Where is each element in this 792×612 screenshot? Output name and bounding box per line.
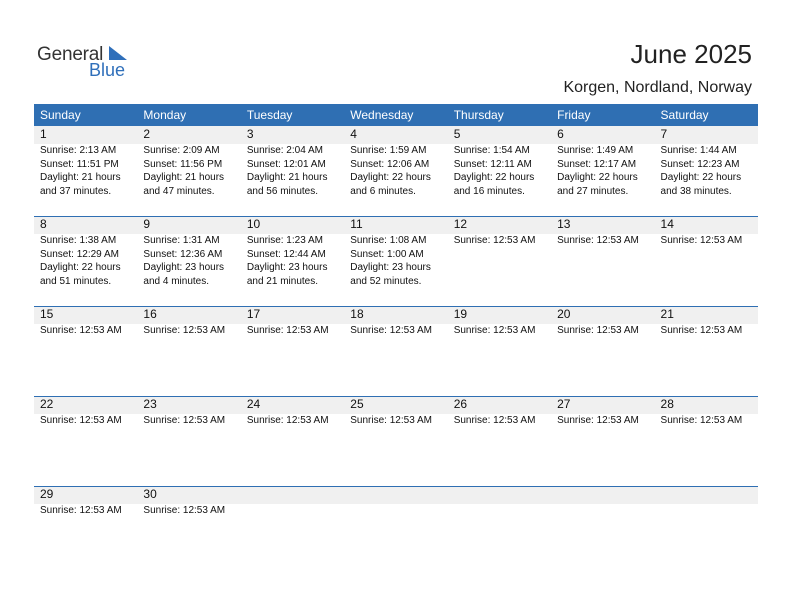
week-cells [34, 306, 758, 338]
day-info-line: Sunset: 12:23 AM [660, 158, 740, 170]
day-info-line: Daylight: 22 hours [40, 262, 121, 273]
calendar-week-row [34, 216, 758, 306]
day-number: 25 [350, 397, 364, 411]
day-info-line: Sunrise: 12:53 AM [40, 325, 122, 336]
day-info-line: Sunrise: 12:53 AM [40, 505, 122, 516]
day-number: 17 [246, 307, 261, 321]
day-info-line: Sunrise: 2:13 AM [40, 145, 117, 156]
day-info-line: Sunset: 12:01 AM [246, 158, 326, 170]
day-cell [655, 306, 758, 338]
day-info-line: Sunrise: 12:53 AM [246, 415, 329, 426]
day-cell [137, 216, 240, 288]
day-number: 13 [557, 217, 571, 231]
day-cell [655, 396, 758, 428]
day-info-line: and 21 minutes. [246, 275, 319, 287]
day-number: 24 [246, 397, 261, 411]
day-info-line: Daylight: 21 hours [143, 172, 225, 183]
day-number: 28 [660, 397, 674, 411]
day-info-line: Sunset: 12:29 AM [40, 248, 119, 260]
day-cell [551, 216, 654, 288]
day-info-line: Sunrise: 12:53 AM [40, 415, 122, 426]
day-cell [551, 306, 654, 338]
calendar-week-row [34, 306, 758, 396]
day-info-line: Sunrise: 12:53 AM [246, 325, 329, 336]
day-cell [655, 126, 758, 198]
day-info-line: Sunrise: 1:59 AM [350, 145, 427, 156]
day-number: 9 [143, 217, 151, 231]
day-cell [448, 396, 551, 428]
day-cell [448, 216, 551, 288]
day-cell [34, 126, 137, 198]
day-info-line: Sunrise: 1:38 AM [40, 235, 117, 246]
day-info-line: Sunrise: 12:53 AM [350, 415, 432, 426]
day-info-line: Sunrise: 1:49 AM [557, 145, 634, 156]
day-number: 2 [143, 127, 151, 141]
day-info-line: and 47 minutes. [143, 185, 215, 197]
day-info-line: Sunrise: 12:53 AM [350, 325, 432, 336]
day-info-line: Daylight: 22 hours [350, 172, 431, 183]
day-info-line: Sunset: 12:11 AM [453, 158, 532, 170]
day-info-line: and 27 minutes. [557, 185, 629, 197]
day-cell [344, 216, 447, 288]
day-info-line: Sunrise: 1:54 AM [453, 145, 530, 156]
day-info-line: Daylight: 23 hours [350, 262, 431, 273]
day-cell [137, 396, 240, 428]
week-cells [34, 126, 758, 198]
location-subtitle: Korgen, Nordland, Norway [563, 79, 752, 96]
day-info-line: Daylight: 23 hours [246, 262, 328, 273]
day-info-line: Sunset: 11:56 PM [143, 158, 223, 170]
day-number: 29 [40, 487, 54, 501]
day-info-line: Daylight: 23 hours [143, 262, 225, 273]
day-cell [34, 306, 137, 338]
weekday-friday: Friday [557, 108, 591, 122]
day-number: 22 [40, 397, 54, 411]
day-number: 26 [453, 397, 468, 411]
weekday-tuesday: Tuesday [246, 108, 293, 122]
day-cell [344, 126, 447, 198]
day-number: 6 [557, 127, 564, 141]
day-info-line: Sunset: 12:36 AM [143, 248, 223, 260]
day-info-line: Sunrise: 12:53 AM [660, 235, 743, 246]
day-number: 1 [40, 127, 47, 141]
day-info-line: Sunrise: 12:53 AM [453, 235, 536, 246]
weekday-thursday: Thursday [453, 108, 504, 122]
day-number: 18 [350, 307, 364, 321]
week-cells [34, 216, 758, 288]
weekday-monday: Monday [143, 108, 187, 122]
day-info-line: Sunrise: 1:44 AM [660, 145, 737, 156]
day-number: 21 [660, 307, 674, 321]
weekday-sunday: Sunday [40, 108, 81, 122]
logo-general-text: General [37, 44, 104, 65]
day-info-line: and 38 minutes. [660, 185, 732, 197]
day-info-line: Sunrise: 1:23 AM [246, 235, 323, 246]
day-info-line: Sunrise: 12:53 AM [660, 415, 743, 426]
day-number: 5 [453, 127, 461, 141]
day-info-line: Sunset: 12:06 AM [350, 158, 430, 170]
day-info-line: and 52 minutes. [350, 275, 422, 287]
day-number: 12 [453, 217, 468, 231]
day-number: 16 [143, 307, 157, 321]
day-info-line: Sunrise: 12:53 AM [453, 325, 536, 336]
weekday-wednesday: Wednesday [350, 108, 414, 122]
day-info-line: Sunrise: 2:09 AM [143, 145, 220, 156]
day-number: 19 [453, 307, 468, 321]
day-cell [344, 306, 447, 338]
day-cell [241, 126, 344, 198]
day-info-line: Sunset: 11:51 PM [40, 158, 119, 170]
day-cell [137, 306, 240, 338]
calendar-week-row [34, 126, 758, 216]
day-cell [137, 486, 240, 518]
page-title: June 2025 [630, 39, 752, 69]
day-info-line: Sunset: 12:17 AM [557, 158, 637, 170]
day-number: 4 [350, 127, 357, 141]
day-info-line: Sunrise: 2:04 AM [246, 145, 323, 156]
day-cell [241, 396, 344, 428]
day-info-line: Sunrise: 12:53 AM [557, 235, 639, 246]
day-number: 30 [143, 487, 157, 501]
day-info-line: and 37 minutes. [40, 185, 112, 197]
day-info-line: and 56 minutes. [246, 185, 319, 197]
day-info-line: Sunset: 12:44 AM [246, 248, 326, 260]
weekday-saturday: Saturday [660, 108, 709, 122]
calendar-week-row [34, 486, 758, 576]
day-number: 14 [660, 217, 674, 231]
day-info-line: and 16 minutes. [453, 185, 525, 197]
day-info-line: Daylight: 21 hours [246, 172, 328, 183]
calendar-week-row [34, 396, 758, 486]
day-info-line: Daylight: 22 hours [660, 172, 742, 183]
day-cell [551, 396, 654, 428]
day-number: 10 [246, 217, 261, 231]
day-info-line: Daylight: 21 hours [40, 172, 121, 183]
day-info-line: Daylight: 22 hours [557, 172, 638, 183]
calendar [34, 104, 758, 576]
day-info-line: Sunrise: 12:53 AM [557, 415, 639, 426]
day-cell [137, 126, 240, 198]
day-number: 23 [143, 397, 157, 411]
logo [37, 44, 137, 84]
day-info-line: Sunrise: 1:31 AM [143, 235, 220, 246]
day-cell [241, 306, 344, 338]
day-info-line: Sunrise: 12:53 AM [557, 325, 639, 336]
week-cells [34, 486, 758, 518]
day-cell [34, 486, 137, 518]
day-info-line: Sunrise: 12:53 AM [143, 505, 226, 516]
day-info-line: Sunset: 1:00 AM [350, 248, 424, 260]
day-number: 8 [40, 217, 47, 231]
day-number: 7 [660, 127, 668, 141]
day-cell [241, 216, 344, 288]
day-cell [34, 216, 137, 288]
day-info-line: and 4 minutes. [143, 275, 210, 287]
day-number: 27 [557, 397, 571, 411]
day-cell [551, 126, 654, 198]
week-cells [34, 396, 758, 428]
day-cell [448, 126, 551, 198]
day-info-line: Sunrise: 12:53 AM [453, 415, 536, 426]
weekday-header [34, 104, 758, 126]
calendar-weeks [34, 126, 758, 576]
day-cell [448, 306, 551, 338]
day-number: 11 [350, 217, 363, 231]
day-number: 3 [246, 127, 254, 141]
day-number: 20 [557, 307, 571, 321]
day-cell [344, 396, 447, 428]
day-info-line: Sunrise: 12:53 AM [143, 325, 226, 336]
day-number: 15 [40, 307, 54, 321]
day-info-line: Daylight: 22 hours [453, 172, 535, 183]
day-cell [655, 216, 758, 288]
day-info-line: and 6 minutes. [350, 185, 416, 197]
day-info-line: Sunrise: 1:08 AM [350, 235, 427, 246]
logo-blue-text: Blue [89, 60, 126, 80]
day-info-line: and 51 minutes. [40, 275, 112, 287]
day-info-line: Sunrise: 12:53 AM [143, 415, 226, 426]
day-cell [34, 396, 137, 428]
day-info-line: Sunrise: 12:53 AM [660, 325, 743, 336]
